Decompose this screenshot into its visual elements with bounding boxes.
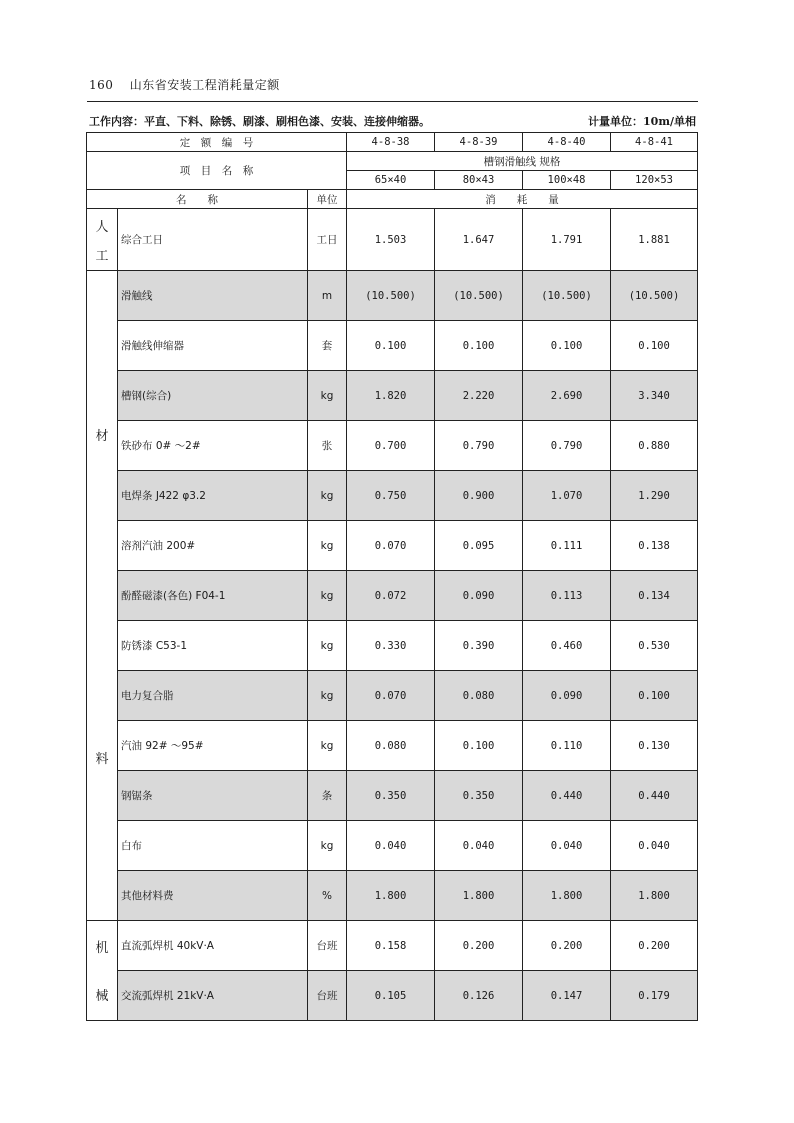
page-header: [89, 76, 280, 93]
consumption-value: 0.530: [611, 621, 698, 671]
consumption-value: 1.791: [523, 209, 611, 271]
item-name: 其他材料费: [118, 871, 308, 921]
consumption-value: 0.134: [611, 571, 698, 621]
category-label: [87, 921, 118, 1021]
consumption-value: 0.100: [611, 671, 698, 721]
consumption-value: 0.090: [435, 571, 523, 621]
consumption-value: (10.500): [523, 271, 611, 321]
category-char: 材: [95, 428, 109, 444]
quota-code: 4-8-38: [347, 133, 435, 152]
consumption-value: 2.690: [523, 371, 611, 421]
header-rule: [87, 101, 698, 102]
consumption-value: (10.500): [611, 271, 698, 321]
consumption-value: 1.800: [523, 871, 611, 921]
consumption-value: 0.200: [523, 921, 611, 971]
consumption-value: 1.800: [347, 871, 435, 921]
consumption-value: 0.200: [435, 921, 523, 971]
consumption-value: 1.800: [435, 871, 523, 921]
consumption-value: 0.179: [611, 971, 698, 1021]
item-unit: kg: [308, 371, 347, 421]
consumption-value: 0.200: [611, 921, 698, 971]
consumption-value: 0.040: [347, 821, 435, 871]
spec: 100×48: [523, 171, 611, 190]
consumption-value: 0.880: [611, 421, 698, 471]
consumption-value: 0.070: [347, 521, 435, 571]
table-row: [87, 371, 698, 421]
consumption-value: 0.040: [435, 821, 523, 871]
page-number: 160: [89, 78, 114, 92]
quota-code: 4-8-40: [523, 133, 611, 152]
item-unit: 台班: [308, 971, 347, 1021]
consumption-value: 0.072: [347, 571, 435, 621]
spec: 120×53: [611, 171, 698, 190]
quota-code: 4-8-39: [435, 133, 523, 152]
consumption-value: 0.080: [435, 671, 523, 721]
category-char: 机: [95, 941, 109, 956]
consumption-value: 1.503: [347, 209, 435, 271]
item-unit: 工日: [308, 209, 347, 271]
work-content: 工作内容：平直、下料、除锈、刷漆、刷相色漆、安装、连接伸缩器。: [89, 115, 430, 128]
consumption-value: 0.040: [611, 821, 698, 871]
quota-table: [86, 132, 698, 1021]
item-name: 溶剂汽油 200#: [118, 521, 308, 571]
item-name: 钢锯条: [118, 771, 308, 821]
table-row: [87, 971, 698, 1021]
item-unit: 条: [308, 771, 347, 821]
table-row: [87, 771, 698, 821]
consumption-value: 0.040: [523, 821, 611, 871]
item-name: 电焊条 J422 φ3.2: [118, 471, 308, 521]
consumption-value: 0.100: [611, 321, 698, 371]
category-label: [87, 271, 118, 921]
table-row: [87, 421, 698, 471]
consumption-value: 0.100: [435, 321, 523, 371]
item-name: 滑触线: [118, 271, 308, 321]
col-consumption-label: 消 耗 量: [347, 190, 698, 209]
book-title: 山东省安装工程消耗量定额: [129, 78, 280, 92]
consumption-value: 0.790: [523, 421, 611, 471]
item-unit: 张: [308, 421, 347, 471]
consumption-value: 1.881: [611, 209, 698, 271]
col-name-label: 名 称: [87, 190, 308, 209]
consumption-value: 0.095: [435, 521, 523, 571]
spec: 65×40: [347, 171, 435, 190]
item-name: 酚醛磁漆(各色) F04-1: [118, 571, 308, 621]
consumption-value: 0.130: [611, 721, 698, 771]
consumption-value: 0.900: [435, 471, 523, 521]
consumption-value: 1.800: [611, 871, 698, 921]
consumption-value: 1.290: [611, 471, 698, 521]
consumption-value: 0.350: [435, 771, 523, 821]
item-unit: 台班: [308, 921, 347, 971]
consumption-value: 0.113: [523, 571, 611, 621]
consumption-value: 0.750: [347, 471, 435, 521]
item-unit: kg: [308, 671, 347, 721]
item-unit: m: [308, 271, 347, 321]
item-name: 直流弧焊机 40kV·A: [118, 921, 308, 971]
measurement-unit: 计量单位：10m/单相: [588, 115, 696, 128]
consumption-value: 0.100: [435, 721, 523, 771]
item-unit: kg: [308, 571, 347, 621]
item-unit: kg: [308, 521, 347, 571]
table-row: [87, 471, 698, 521]
item-name: 电力复合脂: [118, 671, 308, 721]
consumption-value: 3.340: [611, 371, 698, 421]
consumption-value: 0.100: [347, 321, 435, 371]
table-row: [87, 571, 698, 621]
table-row: [87, 671, 698, 721]
category-char: 械: [95, 989, 109, 1004]
col-unit-label: 单位: [308, 190, 347, 209]
consumption-value: 0.790: [435, 421, 523, 471]
consumption-value: 0.080: [347, 721, 435, 771]
consumption-value: 0.700: [347, 421, 435, 471]
item-unit: kg: [308, 621, 347, 671]
consumption-value: 1.647: [435, 209, 523, 271]
consumption-value: (10.500): [435, 271, 523, 321]
consumption-value: 0.138: [611, 521, 698, 571]
table-row: [87, 321, 698, 371]
table-row: [87, 521, 698, 571]
table-row: [87, 209, 698, 271]
spec: 80×43: [435, 171, 523, 190]
quota-code: 4-8-41: [611, 133, 698, 152]
quota-code-label: 定 额 编 号: [87, 133, 347, 152]
consumption-value: 1.070: [523, 471, 611, 521]
item-unit: kg: [308, 471, 347, 521]
item-name: 综合工日: [118, 209, 308, 271]
work-content-line: [89, 113, 696, 129]
item-unit: kg: [308, 721, 347, 771]
table-row: [87, 821, 698, 871]
consumption-value: 0.440: [523, 771, 611, 821]
item-name: 槽钢(综合): [118, 371, 308, 421]
table-row: [87, 921, 698, 971]
item-name: 白布: [118, 821, 308, 871]
consumption-value: 0.111: [523, 521, 611, 571]
consumption-value: 0.330: [347, 621, 435, 671]
item-name: 防锈漆 C53-1: [118, 621, 308, 671]
consumption-value: (10.500): [347, 271, 435, 321]
consumption-value: 0.100: [523, 321, 611, 371]
item-name: 滑触线伸缩器: [118, 321, 308, 371]
table-row: [87, 721, 698, 771]
table-row: [87, 621, 698, 671]
item-name-label: 项 目 名 称: [87, 152, 347, 190]
category-label: [87, 209, 118, 271]
consumption-value: 0.390: [435, 621, 523, 671]
consumption-value: 0.350: [347, 771, 435, 821]
consumption-value: 1.820: [347, 371, 435, 421]
consumption-value: 0.440: [611, 771, 698, 821]
category-char: 料: [95, 751, 109, 767]
table-row: [87, 271, 698, 321]
item-unit: kg: [308, 821, 347, 871]
consumption-value: 0.147: [523, 971, 611, 1021]
item-unit: 套: [308, 321, 347, 371]
item-name: 交流弧焊机 21kV·A: [118, 971, 308, 1021]
consumption-value: 0.090: [523, 671, 611, 721]
category-char: 人: [95, 219, 109, 235]
consumption-value: 2.220: [435, 371, 523, 421]
consumption-value: 0.105: [347, 971, 435, 1021]
group-title: 槽钢滑触线 规格: [347, 152, 698, 171]
consumption-value: 0.070: [347, 671, 435, 721]
table-row: [87, 871, 698, 921]
item-name: 铁砂布 0# ～2#: [118, 421, 308, 471]
item-unit: %: [308, 871, 347, 921]
consumption-value: 0.110: [523, 721, 611, 771]
consumption-value: 0.158: [347, 921, 435, 971]
consumption-value: 0.460: [523, 621, 611, 671]
consumption-value: 0.126: [435, 971, 523, 1021]
category-char: 工: [95, 248, 109, 264]
item-name: 汽油 92# ～95#: [118, 721, 308, 771]
